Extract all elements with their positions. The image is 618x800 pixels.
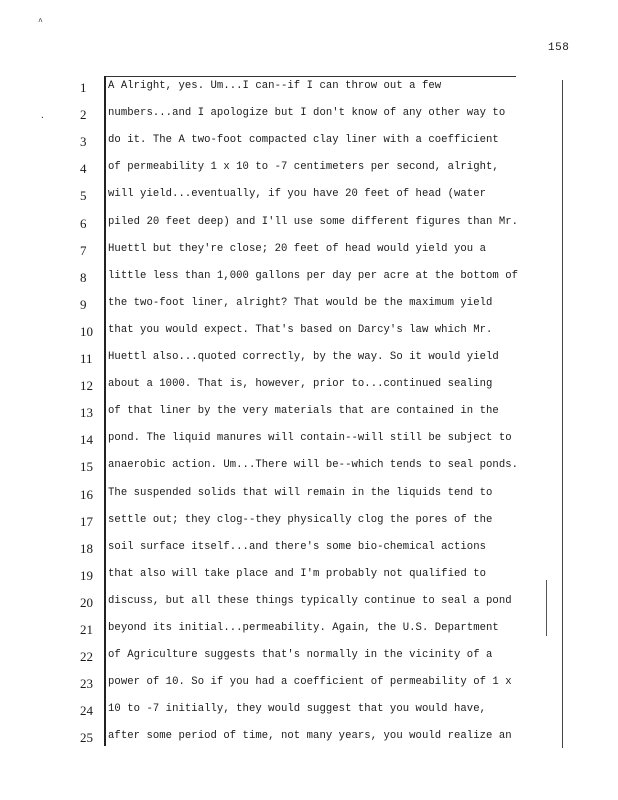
line-number: 7 — [80, 242, 87, 258]
line-number: 18 — [80, 540, 93, 556]
line-number: 10 — [80, 323, 93, 339]
line-text: The suspended solids that will remain in the liquids tend to — [108, 486, 493, 499]
line-number: 6 — [80, 215, 87, 231]
transcript-line — [0, 270, 618, 290]
transcript-line — [0, 405, 618, 425]
line-text: soil surface itself...and there's some bio-chemical actions — [108, 540, 487, 553]
line-number: 25 — [80, 730, 93, 746]
line-text: pond. The liquid manures will contain--will still be subject to — [108, 432, 512, 445]
top-rule — [104, 76, 516, 77]
transcript-line — [0, 134, 618, 154]
line-number: 9 — [80, 296, 87, 312]
transcript-line — [0, 541, 618, 561]
line-number: 3 — [80, 134, 87, 150]
line-text: little less than 1,000 gallons per day per acre at the bottom of — [108, 269, 519, 282]
line-text: of permeability 1 x 10 to -7 centimeters per second, alright, — [108, 161, 499, 174]
line-number: 19 — [80, 567, 93, 583]
transcript-line — [0, 432, 618, 452]
line-number: 5 — [80, 188, 87, 204]
transcript-line — [0, 622, 618, 642]
line-number: 23 — [80, 676, 93, 692]
transcript-line — [0, 188, 618, 208]
line-number: 8 — [80, 269, 87, 285]
line-number: 22 — [80, 649, 93, 665]
line-number: 12 — [80, 378, 93, 394]
line-text: A Alright, yes. Um...I can--if I can throw out a few — [108, 80, 442, 92]
line-text: anaerobic action. Um...There will be--which tends to seal ponds. — [108, 459, 519, 472]
line-number: 24 — [80, 703, 93, 719]
transcript-line — [0, 80, 618, 100]
transcript-line — [0, 324, 618, 344]
line-number: 4 — [80, 161, 87, 177]
margin-mark: ^ — [38, 18, 43, 27]
line-text: piled 20 feet deep) and I'll use some different figures than Mr. — [108, 215, 519, 228]
transcript-line — [0, 107, 618, 127]
line-number: 14 — [80, 432, 93, 448]
line-number: 17 — [80, 513, 93, 529]
line-text: of that liner by the very materials that are contained in the — [108, 405, 499, 418]
transcript-line — [0, 595, 618, 615]
line-number: 11 — [80, 351, 93, 366]
transcript-line — [0, 161, 618, 181]
line-text: settle out; they clog--they physically clog the pores of the — [108, 513, 493, 526]
line-text: that also will take place and I'm probably not qualified to — [108, 567, 487, 580]
transcript-line — [0, 459, 618, 479]
line-text: 10 to -7 initially, they would suggest that you would have, — [108, 703, 487, 716]
line-number: 21 — [80, 622, 93, 637]
line-number: 13 — [80, 405, 93, 421]
line-text: that you would expect. That's based on Darcy's law which Mr. — [108, 323, 493, 336]
line-text: about a 1000. That is, however, prior to...continued sealing — [108, 378, 493, 391]
transcript-line — [0, 243, 618, 263]
line-text: after some period of time, not many years, you would realize an — [108, 730, 512, 743]
line-text: beyond its initial...permeability. Again, the U.S. Department — [108, 622, 499, 634]
transcript-line — [0, 514, 618, 534]
margin-mark: . — [40, 112, 45, 121]
line-number: 16 — [80, 486, 93, 502]
line-number: 2 — [80, 107, 87, 123]
line-number: 15 — [80, 459, 93, 475]
transcript-line — [0, 730, 618, 750]
transcript-line — [0, 297, 618, 317]
line-text: do it. The A two-foot compacted clay liner with a coefficient — [108, 134, 499, 147]
line-text: Huettl but they're close; 20 feet of head would yield you a — [108, 242, 487, 255]
line-text: the two-foot liner, alright? That would be the maximum yield — [108, 296, 493, 309]
line-text: power of 10. So if you had a coefficient of permeability of 1 x — [108, 676, 512, 689]
line-number: 1 — [80, 80, 87, 95]
transcript-line — [0, 487, 618, 507]
line-number: 20 — [80, 594, 93, 610]
transcript-line — [0, 351, 618, 371]
transcript-line — [0, 378, 618, 398]
line-text: Huettl also...quoted correctly, by the way. So it would yield — [108, 351, 499, 363]
page-number: 158 — [548, 42, 570, 54]
transcript-line — [0, 676, 618, 696]
transcript-line — [0, 216, 618, 236]
line-text: discuss, but all these things typically continue to seal a pond — [108, 594, 512, 607]
transcript-line — [0, 649, 618, 669]
line-text: numbers...and I apologize but I don't know of any other way to — [108, 107, 506, 120]
line-text: will yield...eventually, if you have 20 feet of head (water — [108, 188, 487, 201]
transcript-line — [0, 568, 618, 588]
line-text: of Agriculture suggests that's normally in the vicinity of a — [108, 649, 493, 662]
transcript-line — [0, 703, 618, 723]
